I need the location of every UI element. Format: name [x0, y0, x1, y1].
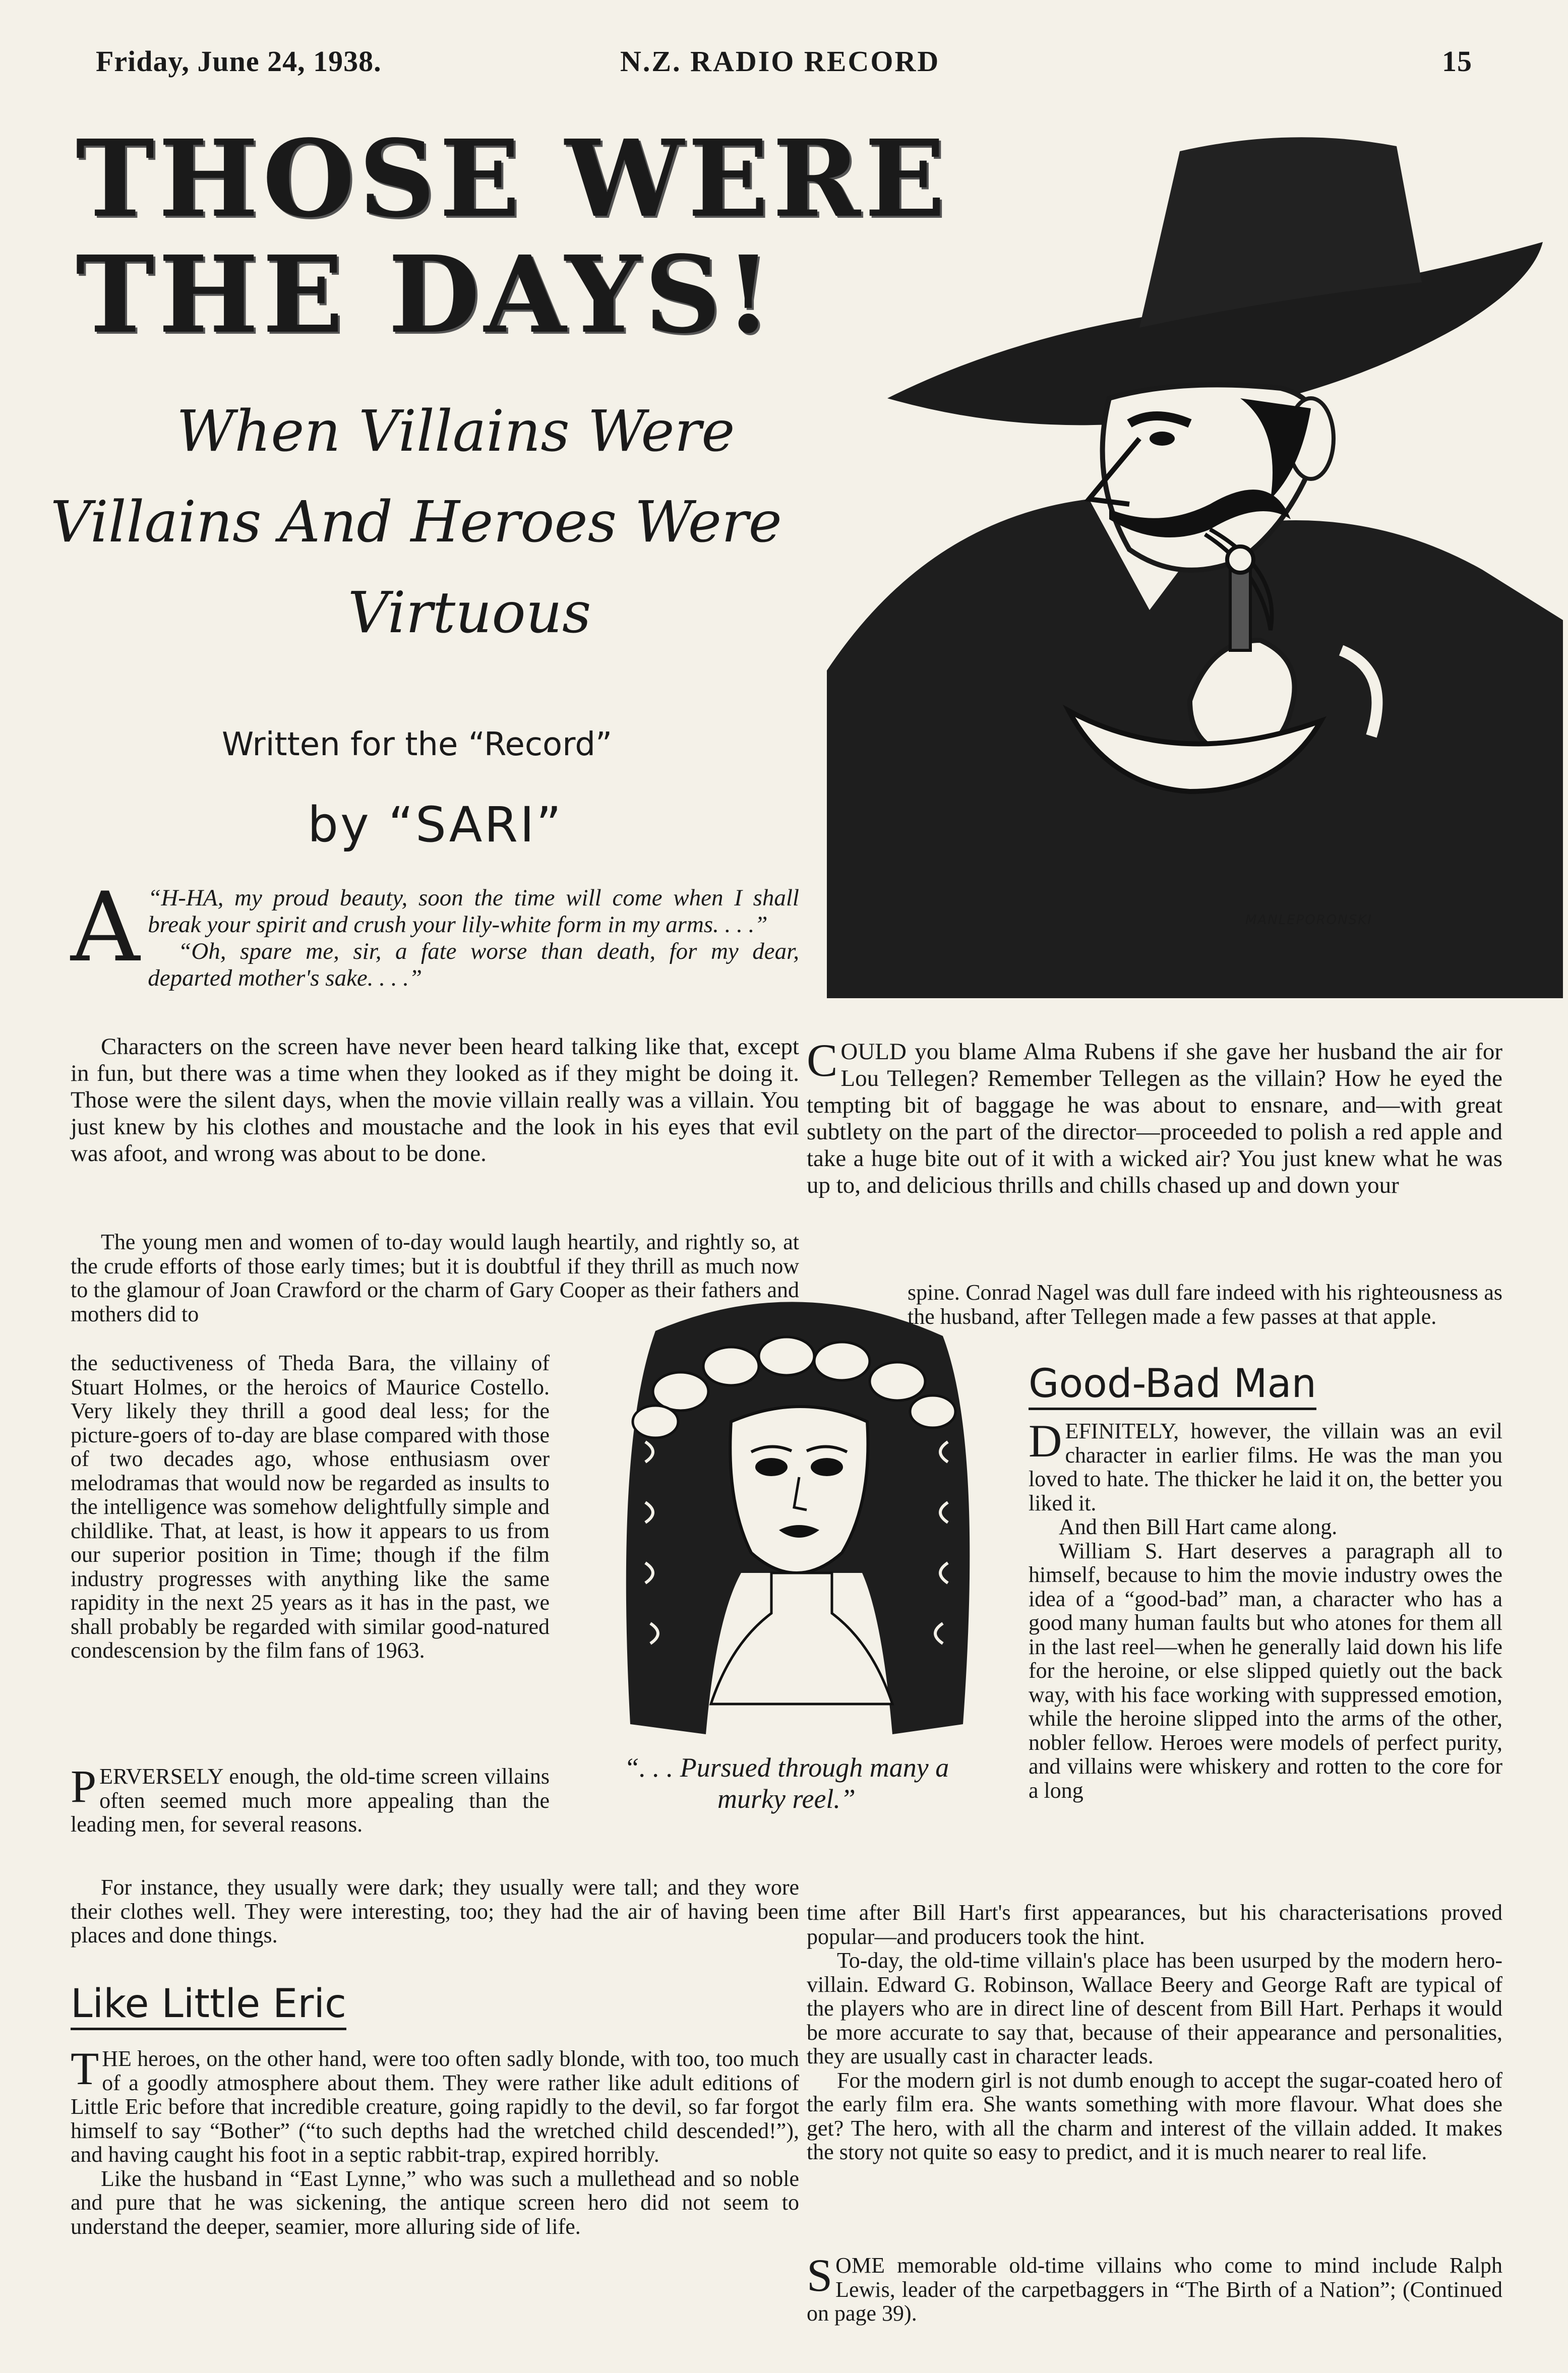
- intro-quote: [71, 872, 799, 992]
- continued-note: (Continued on page 39).: [807, 2277, 1502, 2326]
- perversely-lead: ERVERSELY: [99, 1764, 223, 1789]
- could-you-blame-lead: OULD: [840, 1039, 907, 1065]
- heroine-portrait-illustration: [580, 1291, 1018, 1744]
- good-bad-man-p3-narrow: William S. Hart deserves a paragraph all to himself, because to him the movie industry owes the idea of a “good-bad” man, a character who has a good many human faults but who atones for them all in the last reel—when he generally laid down his life for the heroine, or else slipped quietly out the back way, with his face working with suppressed emotion, while the heroine slipped into the arms of the other, nobler fellow. Heroes were models of perfect purity, and villains were whiskery and rotten to the core for a long: [1029, 1538, 1502, 1803]
- like-little-eric-p1: heroes, on the other hand, were too often sadly blonde, with too, too much of a goodly atmosphere about them. They were rather like adult editions of Little Eric before that incredible creature, going rapidly to the devil, so far forgot himself to say “Bother” (“to such depths had the wretched child descended!”), and having caught his foot in a septic rabbit-trap, expired horribly.: [71, 2046, 800, 2167]
- could-you-blame-p1: you blame Alma Rubens if she gave her husband the air for Lou Tellegen? Remember Tellegen as the villain? How he eyed the tempting bit of baggage he was about to ensnare, and—with great subtlety on the part of the director—proceeded to polish a red apple and take a huge bite out of it with a wicked air? You just knew what he was up to, and delicious thrills and chills chased up and down your: [807, 1039, 1502, 1198]
- intro-quote-1: H-HA, my proud beauty, soon the time will come when I shall break your spirit and crush your lily-white form in my arms. . . .”: [148, 885, 799, 938]
- like-little-eric-p2: Like the husband in “East Lynne,” who was such a mullethead and so noble and pure that he was sickening, the antique screen hero did not seem to understand the deeper, seamier, more alluring side of life.: [71, 2166, 799, 2239]
- good-bad-man-wide-body: [807, 1901, 1502, 2164]
- dropcap-d: D: [1029, 1415, 1062, 1467]
- written-for-line: Written for the “Record”: [222, 726, 613, 763]
- intro-paragraph-2-narrow: [71, 1351, 550, 1663]
- subtitle-line-1: When Villains Were: [176, 399, 735, 464]
- good-bad-man-lead: EFINITELY,: [1065, 1419, 1179, 1443]
- intro-p1: Characters on the screen have never been heard talking like that, except in fun, but there was a time when they looked as if they might be doing it. Those were the silent days, when the movie villain really was a villain. You just knew by his clothes and moustache and the look in his eyes that evil was afoot, and wrong was about to be done.: [71, 1033, 799, 1167]
- section-heading-like-little-eric: Like Little Eric: [71, 1981, 346, 2030]
- villain-illustration: [827, 116, 1563, 998]
- good-bad-man-p5: For the modern girl is not dumb enough to accept the sugar-coated hero of the early film era. She wants something with more flavour. What does she get? The hero, with all the charm and interest of the villain added. It makes the story not quite so easy to predict, and it is much nearer to real life.: [807, 2067, 1502, 2164]
- perversely-paragraph-narrow: [71, 1760, 550, 1837]
- like-little-eric-lead: HE: [102, 2046, 132, 2071]
- perversely-paragraph-2: [71, 1875, 799, 1948]
- page-number: 15: [1442, 45, 1472, 78]
- like-little-eric-body: [71, 2043, 800, 2239]
- intro-p2-narrow: the seductiveness of Theda Bara, the villainy of Stuart Holmes, or the heroics of Maurice Costello. Very likely they thrill a good deal less; for the picture-goers of to-day are blase compared with those of two decades ago, whose enthusiasm over melodramas that would now be regarded as insults to the intelligence was somehow delightfully simple and childlike. That, at least, is how it appears to us from our superior position in Time; though if the film industry progresses with anything like the same rapidity in the next 25 years as it has in the past, we shall probably be regarded with similar good-natured condescension by the film fans of 1963.: [71, 1351, 550, 1663]
- open-quote: “: [148, 885, 161, 911]
- headline-line-1: THOSE WERE: [76, 116, 949, 241]
- portrait-caption-line-2: murky reel.”: [717, 1784, 856, 1814]
- issue-date: Friday, June 24, 1938.: [96, 45, 382, 78]
- could-you-blame-p1-narrow: spine. Conrad Nagel was dull fare indeed with his righteousness as the husband, after Tellegen made a few passes at that apple.: [908, 1280, 1502, 1329]
- good-bad-man-p3-full: time after Bill Hart's first appearances, but his characterisations proved popular—and producers took the hint.: [807, 1900, 1502, 1949]
- could-you-blame-paragraph: [807, 1035, 1502, 1199]
- subtitle-line-3: Virtuous: [348, 580, 591, 646]
- subtitle-line-2: Villains And Heroes Were: [50, 490, 782, 555]
- dropcap-s: S: [807, 2249, 833, 2301]
- portrait-caption: [555, 1752, 1018, 1814]
- dropcap-c: C: [807, 1035, 838, 1086]
- portrait-caption-line-1: “. . . Pursued through many a: [624, 1752, 949, 1783]
- good-bad-man-p4: To-day, the old-time villain's place has been usurped by the modern hero-villain. Edward G. Robinson, Wallace Beery and George Raft are typical of the players who are in direct line of descent from Bill Hart. Perhaps it would be more accurate to say that, because of their appearance and personalities, they are usually cast in character leads.: [807, 1948, 1502, 2068]
- some-memorable-p1: memorable old-time villains who come to mind include Ralph Lewis, leader of the carpetbaggers in “The Birth of a Nation”;: [835, 2253, 1503, 2302]
- intro-p2-full: The young men and women of to-day would laugh heartily, and rightly so, at the crude efforts of those early times; but it is doubtful if they thrill as much now to the glamour of Joan Crawford or the charm of Gary Cooper as their fathers and mothers did to: [71, 1230, 799, 1326]
- some-memorable-lead: OME: [835, 2253, 885, 2278]
- good-bad-man-narrow-body: [1029, 1415, 1502, 1803]
- good-bad-man-p1: however, the villain was an evil character in earlier films. He was the man you loved to hate. The thicker he laid it on, the better you liked it.: [1029, 1419, 1502, 1515]
- intro-quote-2: “Oh, spare me, sir, a fate worse than death, for my dear, departed mother's sake. . . .”: [148, 938, 799, 991]
- headline-line-2: THE DAYS!: [76, 232, 776, 357]
- publication-name: N.Z. RADIO RECORD: [620, 45, 940, 78]
- good-bad-man-p2: And then Bill Hart came along.: [1059, 1514, 1338, 1539]
- some-memorable-paragraph: [807, 2249, 1503, 2326]
- artist-signature: MANLEPORONSKI: [1245, 912, 1372, 928]
- dropcap-p: P: [71, 1760, 97, 1812]
- dropcap-t: T: [71, 2043, 99, 2094]
- perversely-p1: enough, the old-time screen villains often seemed much more appealing than the leading men, for several reasons.: [71, 1764, 550, 1837]
- author-byline: by “SARI”: [308, 797, 564, 853]
- perversely-p2: For instance, they usually were dark; they usually were tall; and they wore their clothes well. They were interesting, too; they had the air of having been places and done things.: [71, 1875, 799, 1948]
- section-heading-good-bad-man: Good-Bad Man: [1029, 1361, 1316, 1410]
- could-you-blame-paragraph-narrow: [908, 1281, 1502, 1328]
- intro-paragraph-1: [71, 1033, 799, 1167]
- dropcap-a: A: [71, 872, 140, 983]
